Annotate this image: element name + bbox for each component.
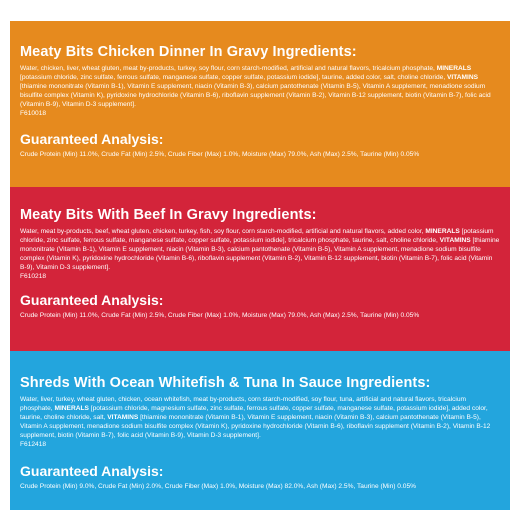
beef-panel — [10, 187, 510, 351]
chicken-minerals-label: MINERALS — [436, 65, 472, 72]
fish-panel — [10, 351, 510, 510]
beef-product-code: F610218 — [20, 273, 47, 281]
beef-minerals-label: MINERALS — [425, 228, 460, 235]
beef-vitamins-label: VITAMINS — [439, 237, 471, 245]
beef-ingredients-title: Meaty Bits With Beef In Gravy Ingredients: — [20, 207, 317, 223]
chicken-analysis-text: Crude Protein (Min) 11.0%, Crude Fat (Min) 2.5%, Crude Fiber (Max) 1.0%, Moisture (Max) 79.0%, Ash (Max) 2.5%, Taurine (Min) 0.05% — [20, 150, 420, 158]
beef-ingredients-part-2: [potassium chloride, zinc sulfate, ferrous sulfate, manganese sulfate, copper sulfate, potassium iodide], tricalcium phosphate, taurine, salt, choline chloride, — [20, 228, 494, 245]
beef-ingredients-text — [20, 227, 500, 282]
fish-ingredients-part-1: Water, liver, turkey, wheat gluten, chicken, ocean whitefish, meat by-products, corn starch-modified, soy flour, tuna, artificial and natural flavors, tricalcium phosphate, — [20, 396, 467, 413]
chicken-ingredients-part-3: [thiamine mononitrate (Vitamin B-1), Vitamin E supplement, niacin (Vitamin B-3), calcium pantothenate (Vitamin B-5), Vitamin A supplement, menadione sodium bisulfite complex (Vitamin K), pyridoxine hydrochloride (Vitamin B-6), riboflavin supplement (Vitamin B-2), Vitamin B-12 supplement, biotin (Vitamin B-7), folic acid (Vitamin B-9), Vitamin D-3 supplement]. — [20, 83, 491, 109]
beef-analysis-text: Crude Protein (Min) 11.0%, Crude Fat (Min) 2.5%, Crude Fiber (Max) 1.0%, Moisture (Max) 79.0%, Ash (Max) 2.5%, Taurine (Min) 0.05% — [20, 311, 420, 319]
chicken-vitamins-label: VITAMINS — [447, 74, 479, 82]
chicken-ingredients-text — [20, 64, 500, 119]
fish-ingredients-title: Shreds With Ocean Whitefish & Tuna In Sauce Ingredients: — [20, 375, 431, 391]
fish-analysis-title: Guaranteed Analysis: — [20, 462, 164, 479]
beef-ingredients-part-1: Water, meat by-products, beef, wheat gluten, chicken, turkey, fish, soy flour, corn starch-modified, artificial and natural flavors, added color, — [20, 228, 426, 235]
chicken-dinner-panel — [10, 21, 510, 187]
fish-product-code: F612418 — [20, 441, 47, 449]
fish-ingredients-text — [20, 395, 500, 450]
fish-ingredients-part-2: [potassium chloride, magnesium sulfate, zinc sulfate, ferrous sulfate, copper sulfate, manganese sulfate, potassium iodide], added color, taurine, choline chloride, salt, — [20, 405, 488, 422]
fish-ingredients-part-3: [thiamine mononitrate (Vitamin B-1), Vitamin E supplement, niacin (Vitamin B-3), calcium pantothenate (Vitamin B-5), Vitamin A supplement, menadione sodium bisulfite complex (Vitamin K), pyridoxine hydrochloride (Vitamin B-6), riboflavin supplement (Vitamin B-2), Vitamin B-12 supplement, biotin (Vitamin B-7), folic acid (Vitamin B-9), Vitamin D-3 supplement]. — [20, 414, 491, 440]
chicken-ingredients-title: Meaty Bits Chicken Dinner In Gravy Ingredients: — [20, 44, 357, 60]
chicken-ingredients-part-2: [potassium chloride, zinc sulfate, ferrous sulfate, manganese sulfate, copper sulfate, potassium iodide], taurine, added color, salt, choline chloride, — [20, 74, 447, 82]
chicken-ingredients-part-1: Water, chicken, liver, wheat gluten, meat by-products, turkey, soy flour, corn starch-modified, artificial and natural flavors, tricalcium phosphate, — [20, 65, 437, 72]
beef-ingredients-part-3: [thiamine mononitrate (Vitamin B-1), Vitamin E supplement, niacin (Vitamin B-3), calcium pantothenate (Vitamin B-5), Vitamin A supplement, menadione sodium bisulfite complex (Vitamin K), pyridoxine hydrochloride (Vitamin B-6), riboflavin supplement (Vitamin B-2), Vitamin B-12 supplement, biotin (Vitamin B-7), folic acid (Vitamin B-9), Vitamin D-3 supplement]. — [20, 237, 500, 272]
fish-vitamins-label: VITAMINS — [107, 414, 139, 422]
beef-analysis-title: Guaranteed Analysis: — [20, 291, 164, 308]
fish-minerals-label: MINERALS — [54, 405, 89, 413]
chicken-analysis-title: Guaranteed Analysis: — [20, 130, 164, 147]
chicken-product-code: F610018 — [20, 110, 47, 118]
fish-analysis-text: Crude Protein (Min) 9.0%, Crude Fat (Min) 2.0%, Crude Fiber (Max) 1.0%, Moisture (Max) 82.0%, Ash (Max) 2.5%, Taurine (Min) 0.05% — [20, 482, 417, 490]
